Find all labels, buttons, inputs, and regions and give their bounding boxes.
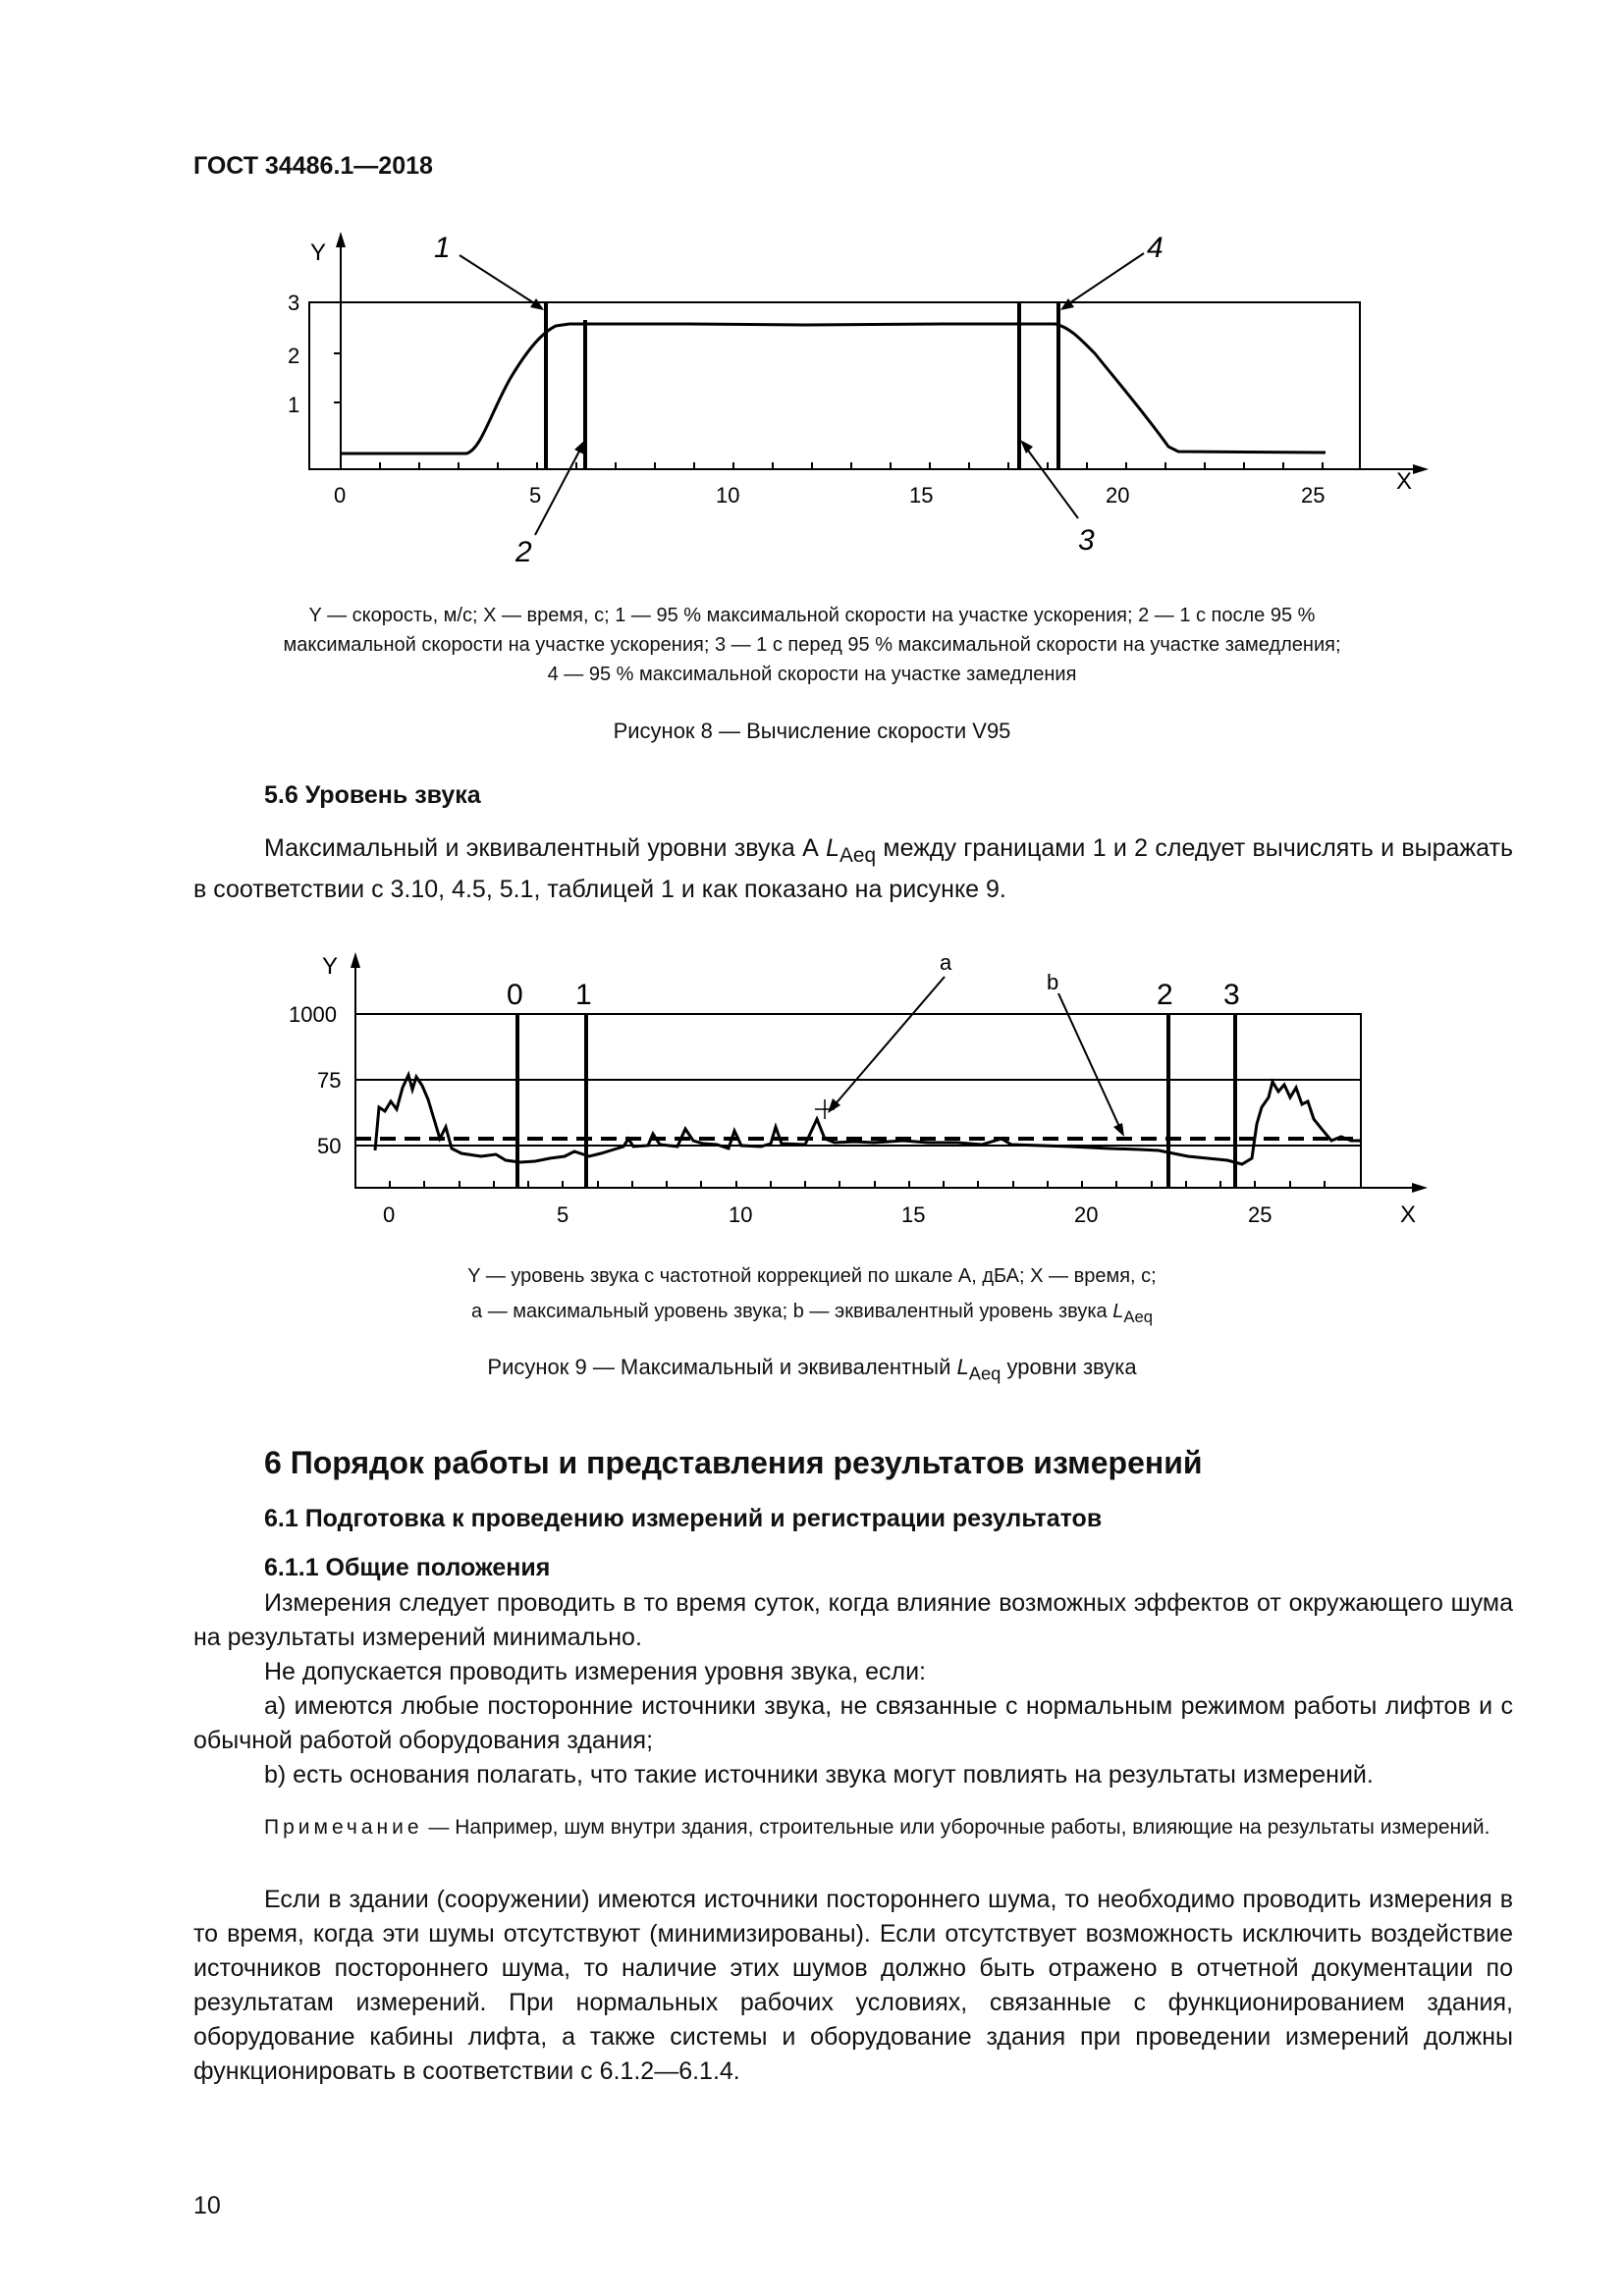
figure-9-chart bbox=[265, 942, 1443, 1227]
fig9-caption-line-1: Y — уровень звука с частотной коррекцией по шкале А, дБА; X — время, с; bbox=[467, 1265, 1157, 1287]
fig9-caption-line-2: a — максимальный уровень звука; b — эквивалентный уровень звука $L_{Aeq}$ bbox=[471, 1301, 1153, 1326]
fig8-y-tick-2: 2 bbox=[288, 344, 300, 368]
fig8-y-tick-1: 1 bbox=[288, 393, 300, 417]
section-5-6-paragraph: Максимальный и эквивалентный уровни звука А $L_{Aeq}$ между границами 1 и 2 следует вычислять и выражать в соответствии с 3.10, 4.5, 5.1, таблицей 1 и как показано на рисунке 9. bbox=[193, 834, 1513, 903]
section-6-note: Примечание — Например, шум внутри здания, строительные или уборочные работы, влияющие на результаты измерений. bbox=[264, 1816, 1490, 1839]
fig9-marker-label-3: 3 bbox=[1223, 979, 1240, 1011]
fig8-marker-label-3: 3 bbox=[1078, 524, 1095, 557]
fig8-speed-curve bbox=[341, 324, 1326, 454]
fig9-marker-label-0: 0 bbox=[507, 979, 523, 1011]
fig8-y-tick-3: 3 bbox=[288, 291, 300, 315]
fig8-marker-label-1: 1 bbox=[434, 232, 451, 264]
fig9-x-tick-20: 20 bbox=[1074, 1202, 1099, 1227]
fig8-y-label: Y bbox=[310, 240, 327, 266]
fig9-y-label: Y bbox=[322, 953, 339, 980]
fig8-x-arrow bbox=[1413, 464, 1429, 474]
fig8-marker-label-4: 4 bbox=[1147, 232, 1164, 264]
fig8-caption-line-1: Y — скорость, м/с; X — время, с; 1 — 95 % максимальной скорости на участке ускорения; 2 — 1 с после 95 % bbox=[308, 605, 1316, 626]
fig9-label-b: b bbox=[1047, 970, 1059, 994]
fig8-leader-3 bbox=[1023, 444, 1078, 518]
section-6-para-2: Не допускается проводить измерения уровня звука, если: bbox=[264, 1658, 926, 1685]
fig9-x-tick-25: 25 bbox=[1248, 1202, 1272, 1227]
fig9-leader-a bbox=[833, 977, 945, 1107]
section-6-para-3: Если в здании (сооружении) имеются источники постороннего шума, то необходимо проводить измерения в то время, когда эти шумы отсутствуют (минимизированы). Если отсутствует возможность исключить воздействие источников постороннего шума, то наличие этих шумов должно быть отражено в отчетной документации по результатам измерений. При нормальных рабочих условиях, связанные с функционированием здания, оборудование кабины лифта, а также системы и оборудование здания при проведении измерений должны функционировать в соответствии с 6.1.2—6.1.4. bbox=[193, 1886, 1513, 2085]
fig8-x-tick-5: 5 bbox=[529, 483, 542, 507]
fig9-x-label: X bbox=[1400, 1201, 1417, 1227]
section-6-1-heading: 6.1 Подготовка к проведению измерений и регистрации результатов bbox=[264, 1505, 1103, 1532]
fig9-caption bbox=[177, 1258, 1447, 1335]
fig8-x-label: X bbox=[1396, 468, 1413, 495]
section-6-1-1-heading: 6.1.1 Общие положения bbox=[264, 1554, 551, 1581]
fig8-frame bbox=[309, 302, 1360, 469]
fig8-caption-line-2: максимальной скорости на участке ускорения; 3 — 1 с перед 95 % максимальной скорости на участке замедления; bbox=[283, 634, 1341, 656]
page-number: 10 bbox=[193, 2192, 221, 2219]
figure-8-chart bbox=[265, 226, 1443, 579]
fig9-x-tick-5: 5 bbox=[557, 1202, 569, 1227]
fig9-x-tick-0: 0 bbox=[383, 1202, 396, 1227]
fig8-caption-line-3: 4 — 95 % максимальной скорости на участке замедления bbox=[547, 664, 1077, 685]
fig9-x-tick-15: 15 bbox=[901, 1202, 926, 1227]
fig8-x-tick-20: 20 bbox=[1106, 483, 1130, 507]
fig8-title: Рисунок 8 — Вычисление скорости V95 bbox=[613, 719, 1011, 743]
note-label: Примечание bbox=[264, 1816, 423, 1839]
fig9-y-tick-50: 50 bbox=[317, 1134, 342, 1158]
fig9-title: Рисунок 9 — Максимальный и эквивалентный $L_{Aeq}$ уровни звука bbox=[487, 1355, 1137, 1384]
fig9-x-tick-10: 10 bbox=[729, 1202, 753, 1227]
fig9-sound-level-trace bbox=[375, 1075, 1361, 1164]
fig8-marker-label-2: 2 bbox=[515, 536, 532, 568]
fig8-x-tick-0: 0 bbox=[334, 483, 347, 507]
section-6-item-b: b) есть основания полагать, что такие источники звука могут повлиять на результаты измерений. bbox=[264, 1761, 1374, 1789]
section-5-6-heading: 5.6 Уровень звука bbox=[264, 781, 481, 809]
fig9-marker-label-1: 1 bbox=[575, 979, 592, 1011]
fig8-leader-4 bbox=[1063, 253, 1144, 307]
fig9-y-tick-1000: 1000 bbox=[289, 1002, 337, 1027]
section-6-heading: 6 Порядок работы и представления результатов измерений bbox=[264, 1445, 1203, 1480]
fig9-label-a: a bbox=[940, 950, 952, 975]
fig9-marker-label-2: 2 bbox=[1157, 979, 1173, 1011]
section-6-item-a: a) имеются любые посторонние источники звука, не связанные с нормальным режимом работы лифтов и с обычной работой оборудования здания; bbox=[193, 1692, 1513, 1754]
fig8-leader-1 bbox=[460, 255, 542, 308]
fig8-x-tick-25: 25 bbox=[1301, 483, 1326, 507]
section-6-para-1: Измерения следует проводить в то время суток, когда влияние возможных эффектов от окружающего шума на результаты измерений минимально. bbox=[193, 1589, 1513, 1651]
fig8-caption bbox=[177, 601, 1447, 689]
fig8-leader-2 bbox=[535, 444, 583, 535]
fig8-x-tick-10: 10 bbox=[716, 483, 740, 507]
document-header: ГОСТ 34486.1—2018 bbox=[193, 152, 433, 180]
fig8-x-tick-15: 15 bbox=[909, 483, 934, 507]
fig8-y-arrow bbox=[336, 232, 346, 247]
fig9-y-tick-75: 75 bbox=[317, 1068, 342, 1093]
